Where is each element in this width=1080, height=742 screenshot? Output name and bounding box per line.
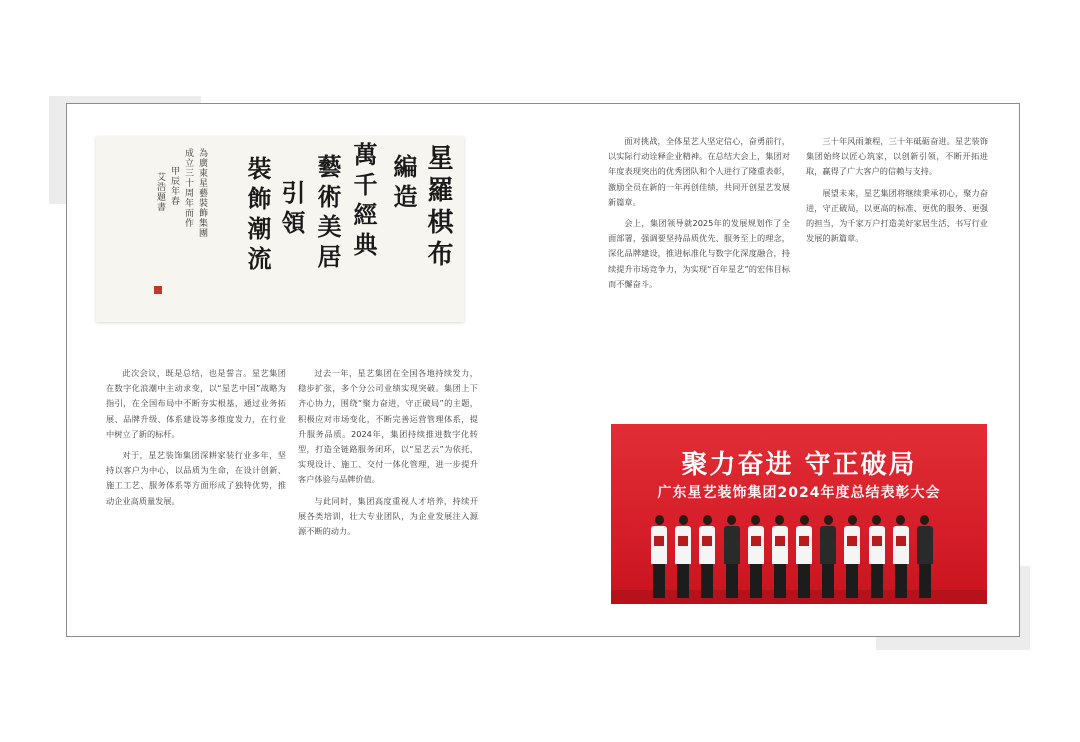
- person-body: [796, 526, 812, 564]
- calligraphy-column: 引領: [277, 180, 306, 240]
- paragraph: 过去一年，星艺集团在全国各地持续发力，稳步扩张，多个分公司业绩实现突破。集团上下齐心协力，围绕“聚力奋进，守正破局”的主题，积极应对市场变化，不断完善运营管理体系，提升服务品质。2024年，集团持续推进数字化转型，打造全链路服务闭环，以“星艺云”为依托，实现设计、施工、交付一体化管理，进一步提升客户体验与品牌价值。: [298, 368, 478, 485]
- person-legs: [726, 564, 738, 598]
- person-figure: [844, 515, 860, 598]
- person-legs: [822, 564, 834, 598]
- person-legs: [798, 564, 810, 598]
- person-legs: [701, 564, 713, 598]
- calligraphy-column: 裝飾潮流: [243, 156, 272, 276]
- right-text-column-2: [806, 134, 988, 406]
- person-body: [917, 526, 933, 564]
- calligraphy-column: 藝術美居: [313, 154, 342, 274]
- award-certificate: [847, 536, 857, 546]
- award-certificate: [702, 536, 712, 546]
- calligraphy-inscription: 甲辰年春: [169, 166, 179, 206]
- person-legs: [895, 564, 907, 598]
- paragraph: 与此同时，集团高度重视人才培养，持续开展各类培训，壮大专业团队，为企业发展注入源源不断的动力。: [298, 495, 478, 537]
- person-body: [699, 526, 715, 564]
- person-body: [675, 526, 691, 564]
- person-head: [775, 515, 784, 525]
- person-figure: [748, 515, 764, 598]
- person-head: [800, 515, 809, 525]
- paragraph: 对于，星艺装饰集团深耕家装行业多年，坚持以客户为中心，以品质为生命，在设计创新、施工工艺、服务体系等方面形成了独特优势，推动企业高质量发展。: [106, 450, 286, 506]
- person-head: [727, 515, 736, 525]
- person-head: [655, 515, 664, 525]
- person-head: [896, 515, 905, 525]
- paragraph: 此次会议，既是总结，也是誓言。星艺集团在数字化浪潮中主动求变，以“星艺中国”战略为指引，在全国布局中不断夯实根基，通过业务拓展、品牌升级、体系建设等多维度发力，在行业中树立了新的标杆。: [106, 368, 286, 439]
- award-certificate: [896, 536, 906, 546]
- person-legs: [774, 564, 786, 598]
- calligraphy-artwork: [96, 136, 464, 322]
- paragraph: 面对挑战，全体星艺人坚定信心，奋勇前行，以实际行动诠释企业精神。在总结大会上，集团对年度表现突出的优秀团队和个人进行了隆重表彰，激励全员在新的一年再创佳绩，共同开创星艺发展新篇章。: [608, 136, 790, 207]
- award-certificate: [872, 536, 882, 546]
- event-slogan: 聚力奋进 守正破局: [681, 450, 917, 480]
- person-figure: [796, 515, 812, 598]
- person-legs: [677, 564, 689, 598]
- person-figure: [869, 515, 885, 598]
- award-certificate: [678, 536, 688, 546]
- right-text-column-1: [608, 134, 790, 406]
- person-head: [872, 515, 881, 525]
- award-certificate: [751, 536, 761, 546]
- person-legs: [653, 564, 665, 598]
- person-figure: [675, 515, 691, 598]
- person-figure: [772, 515, 788, 598]
- calligraphy-column: 編造: [389, 154, 418, 214]
- person-body: [844, 526, 860, 564]
- left-text-column-2: [298, 366, 478, 610]
- calligraphy-inscription: 成立三十周年而作: [183, 148, 193, 228]
- person-body: [772, 526, 788, 564]
- person-figure: [893, 515, 909, 598]
- person-legs: [871, 564, 883, 598]
- event-group-photo: [611, 424, 987, 604]
- person-body: [748, 526, 764, 564]
- person-head: [703, 515, 712, 525]
- red-seal-stamp: [154, 286, 162, 294]
- award-certificate: [799, 536, 809, 546]
- award-certificate: [654, 536, 664, 546]
- person-body: [651, 526, 667, 564]
- paragraph: 三十年风雨兼程，三十年砥砺奋进。星艺装饰集团始终以匠心筑家，以创新引领，不断开拓进取，赢得了广大客户的信赖与支持。: [806, 136, 988, 177]
- person-head: [824, 515, 833, 525]
- calligraphy-column: 星羅棋布: [423, 144, 453, 272]
- person-figure: [820, 515, 836, 598]
- award-certificate: [775, 536, 785, 546]
- person-figure: [699, 515, 715, 598]
- calligraphy-column: 萬千經典: [349, 142, 378, 262]
- calligraphy-inscription: 為廣東星藝裝飾集團: [197, 148, 207, 238]
- person-legs: [846, 564, 858, 598]
- person-figure: [917, 515, 933, 598]
- paragraph: 会上，集团领导就2025年的发展规划作了全面部署，强调要坚持品质优先、服务至上的理念，深化品牌建设，推进标准化与数字化深度融合，持续提升市场竞争力，为实现“百年星艺”的宏伟目标而不懈奋斗。: [608, 218, 790, 289]
- group-of-people: [651, 504, 951, 604]
- person-head: [751, 515, 760, 525]
- person-head: [920, 515, 929, 525]
- calligraphy-inscription: 艾浩題書: [155, 172, 165, 212]
- person-head: [848, 515, 857, 525]
- person-legs: [919, 564, 931, 598]
- event-title: 广东星艺装饰集团2024年度总结表彰大会: [657, 485, 941, 501]
- person-figure: [724, 515, 740, 598]
- left-text-column-1: [106, 366, 286, 610]
- person-figure: [651, 515, 667, 598]
- person-head: [679, 515, 688, 525]
- person-body: [893, 526, 909, 564]
- person-body: [869, 526, 885, 564]
- paragraph: 展望未来，星艺集团将继续秉承初心，聚力奋进，守正破局，以更高的标准、更优的服务、更强的担当，为千家万户打造美好家居生活，书写行业发展的新篇章。: [806, 187, 988, 244]
- person-legs: [750, 564, 762, 598]
- person-body: [820, 526, 836, 564]
- person-body: [724, 526, 740, 564]
